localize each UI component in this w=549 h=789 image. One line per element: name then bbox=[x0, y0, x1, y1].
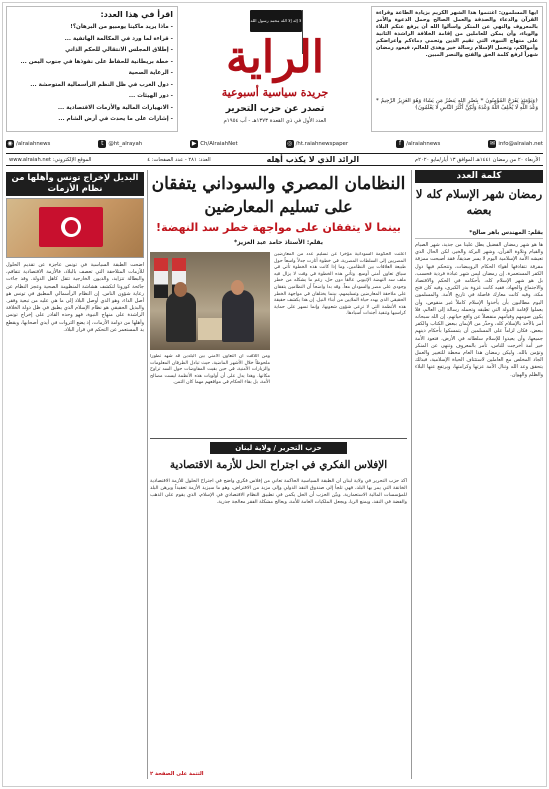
contents-item[interactable]: - الرعاية الصحية bbox=[128, 70, 173, 76]
person-figure bbox=[166, 292, 196, 342]
person-figure bbox=[222, 290, 254, 342]
contents-item[interactable]: - الانهيارات المالية والأزمات الاقتصادية ... bbox=[57, 104, 173, 111]
facebook-icon: f bbox=[396, 140, 404, 148]
main-story-col2: ومن اللافت أن التعاون الأمني بين البلدين قد شهد تطوراً ملحوظاً خلال الأشهر الماضية، حيث تبادل الطرفان المعلومات والزيارات الأمنية، في حين بقيت المفاوضات حول السد تراوح مكانها. وهذا يدل على أن أولويات هذه الأنظمة ليست مصالح الأمة، بل بقاء الحكام في مواقعهم مهما كان الثمن. bbox=[150, 354, 270, 386]
meeting-photo bbox=[150, 252, 270, 350]
intro-verse: ﴿وَيَوْمَئِذٍ يَفْرَحُ الْمُؤْمِنُونَ * بِنَصْرِ اللَّهِ يَنصُرُ مَن يَشَاءُ وَهُوَ الْعَزِيزُ الرَّحِيمُ * وَعْدَ اللَّهِ لَا يُخْلِفُ اللَّهُ وَعْدَهُ وَلَٰكِنَّ أَكْثَرَ النَّاسِ لَا يَعْلَمُونَ﴾ bbox=[376, 98, 538, 111]
social-link[interactable]: f /alraiahnews bbox=[396, 140, 440, 148]
masthead-subtitle: جريدة سياسية أسبوعية bbox=[221, 86, 329, 99]
contents-item[interactable]: - دول الغرب في ظل النظم الرأسمالية المتوحشة ... bbox=[30, 81, 173, 88]
person-figure bbox=[174, 282, 187, 297]
contents-item[interactable]: - إطلاق المجلس الانتقالي للحكم الذاتي bbox=[65, 47, 173, 53]
lebanon-label: حزب التحرير / ولاية لبنان bbox=[210, 442, 347, 454]
masthead-title: الراية bbox=[226, 32, 324, 83]
contents-item[interactable]: - خطة بريطانية للحفاظ على نفوذها في جنوب اليمن ... bbox=[20, 58, 173, 65]
main-story-subtitle: بينما لا يتفقان على مواجهة خطر سد النهضة! bbox=[156, 221, 401, 234]
table-decoration bbox=[198, 318, 222, 340]
editorial-divider bbox=[411, 170, 412, 779]
main-story-col1: أعلنت الحكومة السودانية مؤخراً عن تسليم عدد من المعارضين المصريين إلى السلطات المصرية، في خطوة أثارت جدلاً واسعاً حول طبيعة العلاقات بين النظامين، وما إذا كانت هذه الخطوة تأتي في سياق تعاون أمني أوسع. وتأتي هذه الخطوة في وقت لا يزال فيه ملف سد النهضة الإثيوبي عالقاً دون حل، رغم ما يشكله من خطر وجودي على مصر والسودان معاً. وقد بدا واضحاً أن النظامين يتفقان على ملاحقة المعارضين وتسليمهم، بينما يختلفان في مواجهة الخطر الحقيقي الذي يهدد حياة الملايين من أبناء النيل. إن هذا يكشف حقيقة هذه الأنظمة التي لا ترعى شؤون شعوبها، وإنما تسهر على حماية كراسيها وتنفيذ أجندات أسيادها. bbox=[274, 252, 406, 317]
main-story-title-2: على تسليم المعارضين bbox=[204, 197, 353, 216]
social-link[interactable]: ◉ /alraiahnews bbox=[7, 140, 51, 147]
email-icon: ✉ bbox=[489, 140, 495, 147]
contents-item[interactable]: - ماذا يريد ماكينا يومبيو من البرهان؟! bbox=[70, 24, 173, 30]
editorial-body: ها هو شهر رمضان الفضيل يطل علينا من جديد، شهر الصيام والقيام وتلاوة القرآن، وشهر البركة والخير، لكن الحال الذي تعيشه الأمة الإسلامية اليوم لا يسر صديقاً، فقد أصبحت ممزقة مفرقة تتقاذفها أهواء الحكام الرويبضات، وتتحكم فيها دول الكفر المستعمرة. إن رمضان ليس شهر عبادة فردية فحسب، بل هو شهر الإسلام كله، بأحكامه في الحكم والاقتصاد والاجتماع والجهاد، ففيه كانت غزوة بدر الكبرى، وفيه كان فتح مكة، وفيه كانت معارك فاصلة في تاريخ الأمة. والمسلمون اليوم مطالبون بأن يأخذوا الإسلام كاملاً غير منقوص، وأن يعملوا لإقامة الدولة التي تطبقه وتحمله رسالة إلى العالم، فلا يكون صومهم وقيامهم منفصلاً عن واقع حياتهم. إن الله سبحانه أمر بالأخذ بالإسلام كله، وحذّر من الإيمان ببعض الكتاب والكفر ببعض، فكان لزاماً على المسلمين أن يتمسكوا بأحكام دينهم جميعها، وأن يعيدوا للإسلام سلطانه في الأرض، فتعود الأمة خير أمة أخرجت للناس، تأمر بالمعروف وتنهى عن المنكر وتؤمن بالله. وليكن رمضان هذا العام محطة للتغيير والعمل الجاد المخلص مع العاملين لاستئناف الحياة الإسلامية، فبذلك يتحقق وعد الله وتنال الأمة عزتها وكرامتها، ويرتفع عنها البلاء والظلم والهوان. bbox=[415, 242, 543, 378]
contents-box bbox=[6, 6, 178, 132]
social-link[interactable]: t @ht_alrayah bbox=[98, 140, 142, 148]
contents-heading: اقرأ في هذا العدد: bbox=[100, 10, 173, 19]
black-flag-icon bbox=[250, 10, 302, 32]
masthead-logo bbox=[186, 6, 364, 132]
flag-decoration bbox=[154, 258, 168, 298]
masthead-publisher: تصدر عن حزب التحرير bbox=[225, 104, 325, 114]
crescent-icon bbox=[61, 217, 81, 237]
contents-item[interactable]: - دور الهيئات ... bbox=[128, 93, 173, 99]
contents-item[interactable]: - إشارات على ما يحدث في أرض الشام ... bbox=[58, 116, 173, 122]
dateline-motto: الرائد الذي لا يكذب أهله bbox=[266, 155, 360, 164]
editorial-author: بقلم: المهندس باهر صالح* bbox=[415, 230, 543, 239]
social-link[interactable]: ◎ /ht.raiahnewspaper bbox=[286, 140, 349, 147]
globe-icon: ◉ bbox=[7, 140, 13, 147]
lebanon-divider-top bbox=[150, 438, 407, 439]
flag-text: لا إله إلا الله محمد رسول الله bbox=[250, 18, 302, 23]
instagram-icon: ◎ bbox=[286, 140, 293, 147]
tunisia-title: البديل لإخراج تونس وأهلها من نظام الأزمات bbox=[6, 172, 144, 196]
flag-graphic bbox=[39, 207, 103, 247]
dateline-bar bbox=[6, 153, 543, 166]
tunisia-body: أضحت الطبقة السياسية في تونس عاجزة عن تقديم الحلول للأزمات المتلاحقة التي تعصف بالبلاد، فالأزمة الاقتصادية تتفاقم، والبطالة تتزايد، والديون الخارجية تثقل كاهل الدولة. وقد جاءت جائحة كورونا لتكشف هشاشة المنظومة الصحية وعجز النظام عن رعاية شؤون الناس. إن النظام الرأسمالي المطبق في تونس هو أصل الداء، وهو الذي أوصل البلاد إلى ما هي عليه من تبعية وفقر. والبديل الحقيقي هو نظام الإسلام الذي يطبق في ظل دولة الخلافة الراشدة على منهاج النبوة، فهو وحده القادر على إخراج تونس وأهلها من دوامة الأزمات، إذ يضع الثروات في أيدي أصحابها، ويقطع يد المستعمر عن التحكم في قرار البلاد. bbox=[6, 262, 144, 333]
tunisia-divider bbox=[147, 170, 148, 779]
intro-box bbox=[371, 6, 543, 132]
lebanon-title: الإفلاس الفكري في اجتراح الحل للأزمة الاقتصادية bbox=[169, 459, 388, 471]
main-story-author: بقلم: الأستاذ حامد عبد العزيز* bbox=[233, 239, 323, 246]
editorial-label: كلمة العدد bbox=[415, 170, 543, 183]
youtube-icon: ▶ bbox=[191, 140, 197, 147]
social-link[interactable]: ▶ Ch/AlraiahNet bbox=[191, 140, 238, 147]
intro-text: أيها المسلمون: اغتنموا هذا الشهر الكريم بزيادة الطاعة وقراءة القرآن والدعاء والصدقة والعمل الصالح وحمل الدعوة والأمر بالمعروف والنهي عن المنكر واسألوا الله أن يرفع عنكم البلاء والوباء، وأن يمكن للعاملين من إقامة الخلافة الراشدة الثانية على منهاج النبوة، التي تقيم الدين وتحمي دماءكم وأعراضكم وأموالكم، وتحمل الإسلام رسالة خير وهدى للعالم، فيعود رمضان شهراً لرفع كلمة الحق والفتح والنصر المبين. bbox=[376, 10, 538, 58]
main-story-title-1: النظامان المصري والسوداني يتفقان bbox=[151, 174, 406, 194]
tunisia-image bbox=[6, 198, 144, 258]
lebanon-body: أكد حزب التحرير في ولاية لبنان أن الطبقة السياسية الحاكمة تعاني من إفلاس فكري واضح في اجتراح الحلول للأزمة الاقتصادية الخانقة التي يمر بها البلد، فهي تلجأ إلى صندوق النقد الدولي وإلى مزيد من الاقتراض، وهو ما سيزيد الأزمة تعقيداً ويرهن البلد للمؤسسات المالية الاستعمارية. وبيّن الحزب أن الحل يكمن في تطبيق النظام الاقتصادي في الإسلام، الذي يقوم على الذهب والفضة في النقد، ويمنع الربا، ويجعل الملكيات العامة للأمة، ويعالج مشكلة الفقر معالجة جذرية. bbox=[150, 478, 407, 505]
dateline-date: الأربعاء ٢٠ من رمضان ١٤٤١هـ الموافق ١٣ أيار/مايو ٢٠٢٠م bbox=[414, 156, 540, 163]
twitter-icon: t bbox=[98, 140, 106, 148]
editorial-title: رمضان شهر الإسلام كله لا بعضه bbox=[415, 187, 543, 217]
dateline-issue: العدد: ٢٨١ - عدد الصفحات: ٤ bbox=[147, 156, 211, 163]
masthead-founding: العدد الأول في ذي القعدة ١٣٧٣هـ - آب ١٩٥٤م bbox=[223, 118, 327, 124]
contents-item[interactable]: - قراءة لما ورد في المكالمة الهاتفية ... bbox=[64, 35, 173, 42]
social-link[interactable]: ✉ info@alraiah.net bbox=[489, 140, 543, 147]
person-figure bbox=[231, 280, 244, 295]
continued-note[interactable]: التتمة على الصفحة ٢ bbox=[150, 771, 204, 777]
dateline-website: www.alraiah.net :الموقع الإلكتروني bbox=[9, 156, 92, 163]
social-bar bbox=[6, 138, 543, 150]
